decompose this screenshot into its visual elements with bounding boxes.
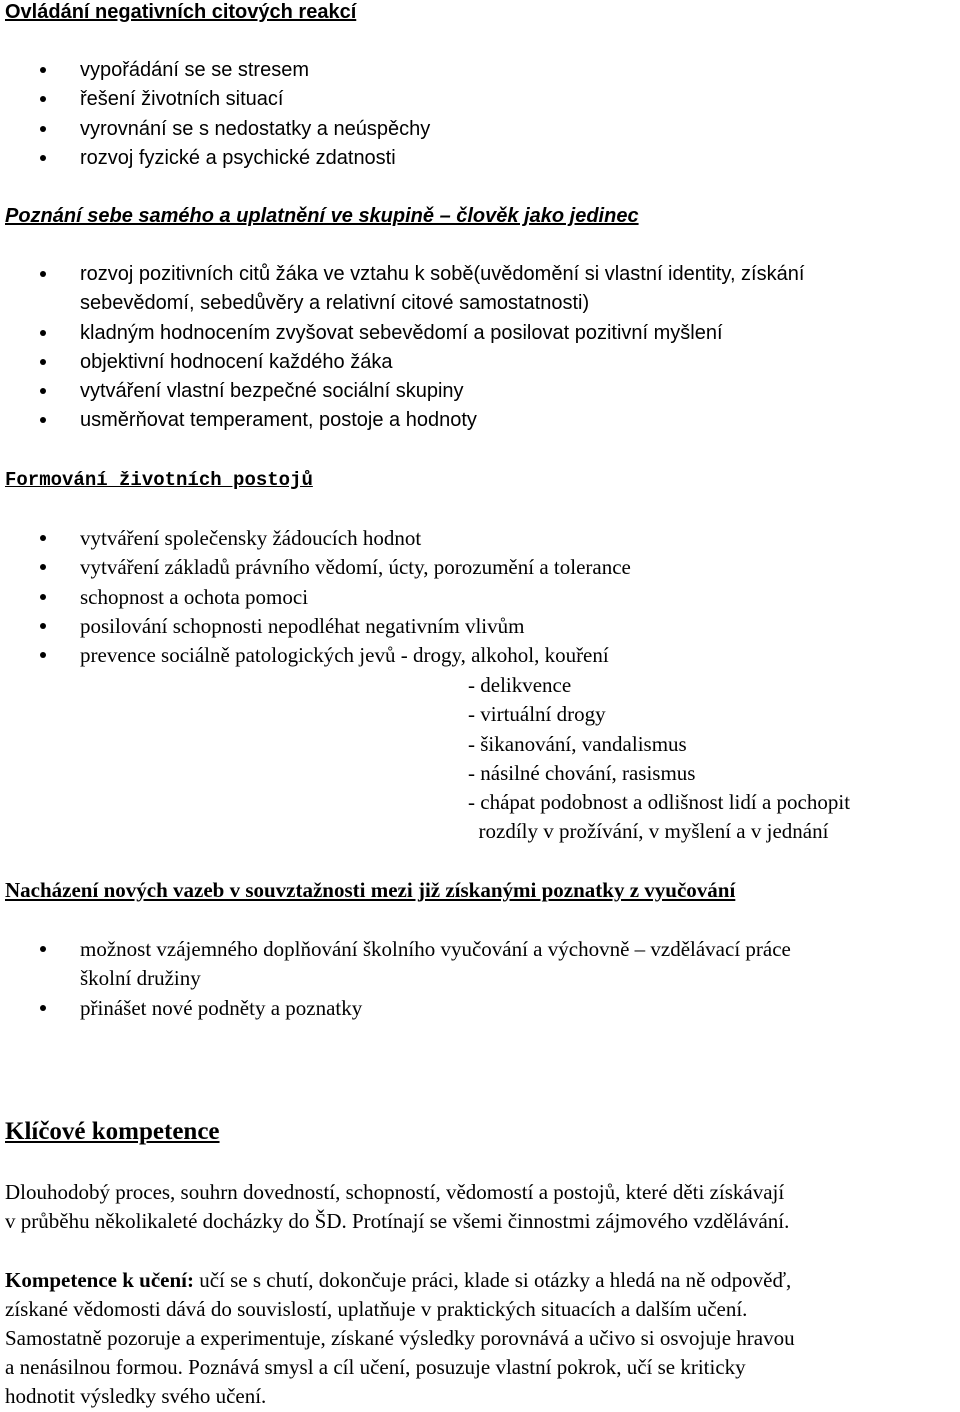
section-heading-life-attitudes: Formování životních postojů: [5, 469, 313, 491]
list-item: možnost vzájemného doplňování školního vyučování a výchovně – vzdělávací práce: [0, 935, 791, 964]
sublist-item: rozdíly v prožívání, v myšlení a v jednání: [468, 819, 829, 844]
bullet-icon: [40, 652, 46, 658]
competence-line: hodnotit výsledky svého učení.: [5, 1384, 267, 1408]
list-item: posilování schopnosti nepodléhat negativním vlivům: [0, 612, 631, 641]
intro-line: v průběhu několikaleté docházky do ŠD. Protínají se všemi činnostmi zájmového vzdělávání.: [5, 1209, 790, 1233]
list-item: objektivní hodnocení každého žáka: [0, 348, 804, 377]
bullet-icon: [40, 359, 46, 365]
section-heading-new-connections: Nacházení nových vazeb v souvztažnosti mezi již získanými poznatky z vyučování: [5, 878, 736, 902]
bullet-icon: [40, 1005, 46, 1011]
list-item: vypořádání se se stresem: [0, 56, 430, 85]
competence-line: získané vědomosti dává do souvislostí, uplatňuje v praktických situacích a dalším učení.: [5, 1297, 748, 1321]
competence-label: Kompetence k učení:: [5, 1268, 194, 1292]
competence-learning: [5, 1266, 960, 1411]
bullet-icon: [40, 96, 46, 102]
list-item: vytváření základů právního vědomí, úcty, porozumění a tolerance: [0, 553, 631, 582]
list-item: vyrovnání se s nedostatky a neúspěchy: [0, 115, 430, 144]
section-heading-self-knowledge: Poznání sebe samého a uplatnění ve skupině – člověk jako jedinec: [5, 205, 639, 227]
list-item: vytváření vlastní bezpečné sociální skupiny: [0, 377, 804, 406]
list-item: prevence sociálně patologických jevů - drogy, alkohol, kouření: [0, 641, 631, 670]
competence-line: a nenásilnou formou. Poznává smysl a cíl učení, posuzuje vlastní pokrok, učí se kriticky: [5, 1355, 746, 1379]
intro-line: Dlouhodobý proces, souhrn dovedností, schopností, vědomostí a postojů, které děti získávají: [5, 1180, 785, 1204]
bullet-icon: [40, 126, 46, 132]
bullet-icon: [40, 946, 46, 952]
list-item: přinášet nové podněty a poznatky: [0, 994, 791, 1023]
sublist-item: - virtuální drogy: [468, 702, 606, 727]
list-item: usměrňovat temperament, postoje a hodnoty: [0, 406, 804, 435]
list-item: vytváření společensky žádoucích hodnot: [0, 524, 631, 553]
bullet-icon: [40, 388, 46, 394]
list-item-continuation: školní družiny: [80, 966, 201, 991]
sublist-item: - násilné chování, rasismus: [468, 760, 696, 785]
bullet-icon: [40, 271, 46, 277]
bullet-icon: [40, 417, 46, 423]
list-item: řešení životních situací: [0, 85, 430, 114]
sublist-item: - šikanování, vandalismus: [468, 731, 687, 756]
bullet-icon: [40, 594, 46, 600]
bullet-icon: [40, 330, 46, 336]
new-connections-list: [0, 935, 791, 1023]
emotions-list: [0, 56, 430, 173]
bullet-icon: [40, 564, 46, 570]
list-item: rozvoj fyzické a psychické zdatnosti: [0, 144, 430, 173]
bullet-icon: [40, 623, 46, 629]
competence-line: Kompetence k učení: učí se s chutí, dokončuje práci, klade si otázky a hledá na ně odpověď,: [5, 1268, 792, 1292]
self-knowledge-list: [0, 260, 804, 436]
list-item: rozvoj pozitivních citů žáka ve vztahu k sobě(uvědomění si vlastní identity, získání: [0, 260, 804, 289]
bullet-icon: [40, 535, 46, 541]
bullet-icon: [40, 155, 46, 161]
list-item: kladným hodnocením zvyšovat sebevědomí a posilovat pozitivní myšlení: [0, 319, 804, 348]
competences-intro: [5, 1178, 960, 1236]
prevention-sublist: [468, 671, 850, 847]
life-attitudes-list: [0, 524, 631, 670]
list-item: schopnost a ochota pomoci: [0, 583, 631, 612]
list-item-continuation: sebevědomí, sebedůvěry a relativní citové samostatnosti): [80, 292, 590, 315]
sublist-item: - chápat podobnost a odlišnost lidí a pochopit: [468, 790, 851, 815]
section-heading-key-competences: Klíčové kompetence: [5, 1118, 220, 1145]
bullet-icon: [40, 67, 46, 73]
competence-line: Samostatně pozoruje a experimentuje, získané výsledky porovnává a učivo si osvojuje hravou: [5, 1326, 795, 1350]
section-heading-emotions: Ovládání negativních citových reakcí: [5, 1, 357, 23]
sublist-item: - delikvence: [468, 673, 572, 697]
